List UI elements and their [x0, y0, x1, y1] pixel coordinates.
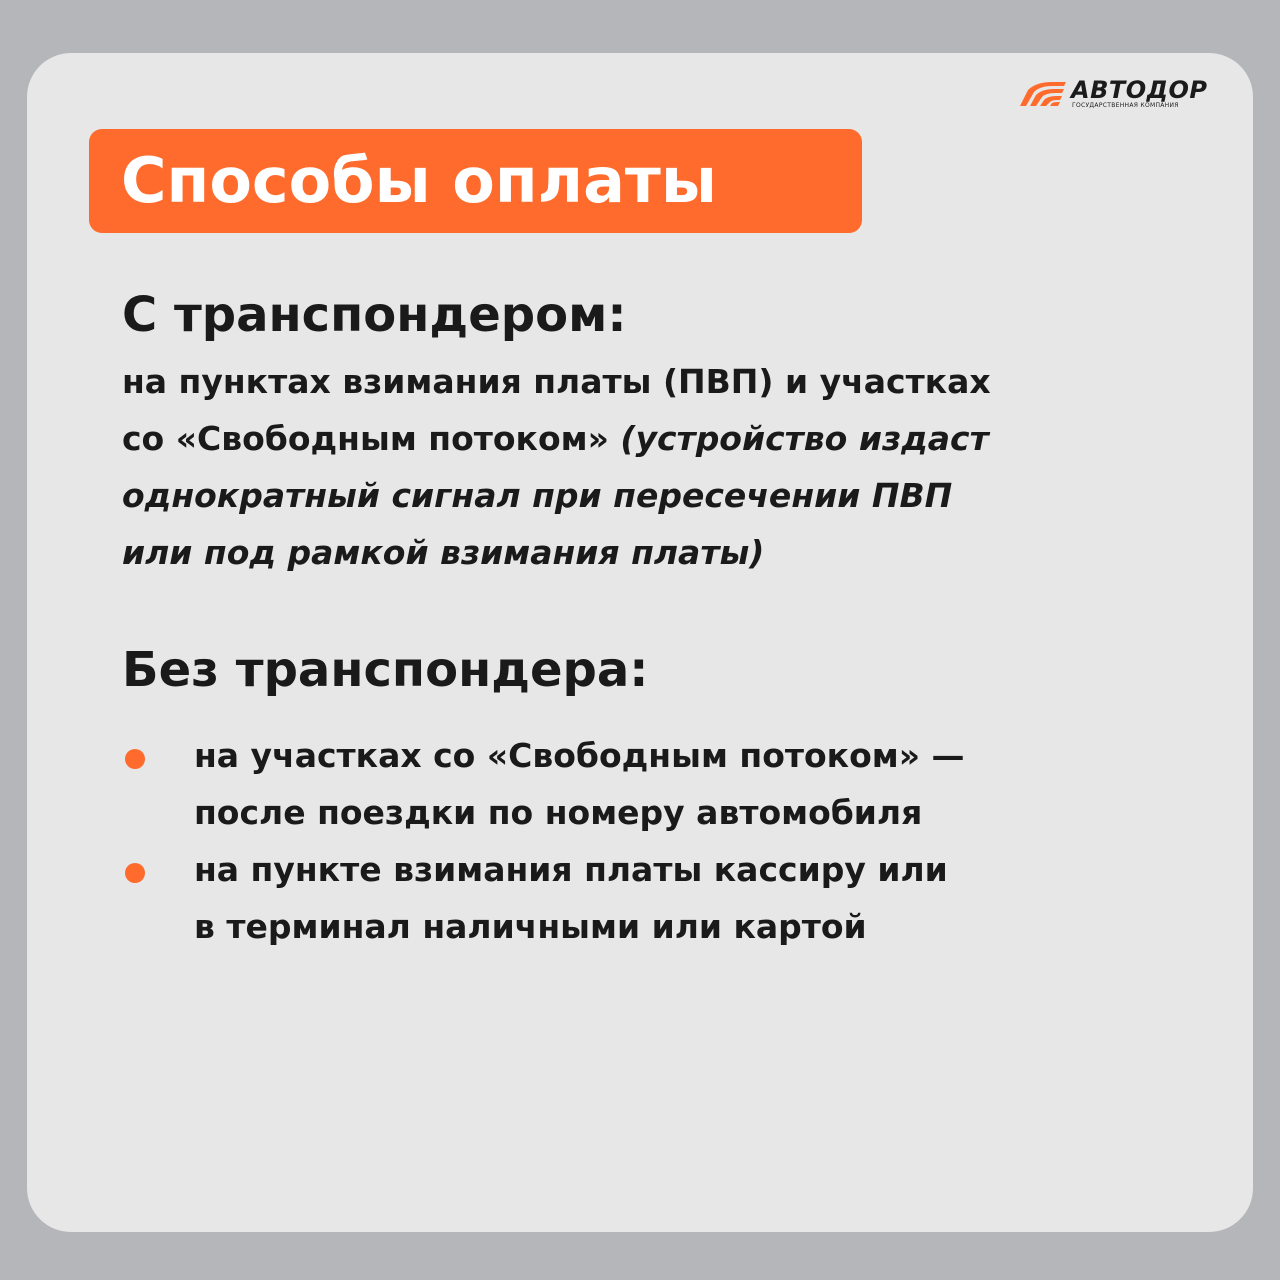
description-note: или под рамкой взимания платы)	[122, 533, 765, 572]
with-transponder-description	[122, 353, 1182, 581]
description-line	[122, 410, 1182, 467]
description-line	[122, 353, 1182, 410]
without-transponder-heading: Без транспондера:	[122, 642, 649, 698]
description-line	[122, 524, 1182, 581]
description-note: (устройство издаст	[620, 419, 989, 458]
company-logo	[1018, 78, 1218, 114]
list-item	[122, 727, 1182, 841]
bullet-dot-icon	[125, 749, 145, 769]
without-transponder-list	[122, 727, 1182, 955]
with-transponder-heading: С транспондером:	[122, 287, 627, 343]
page-title: Способы оплаты	[121, 144, 717, 217]
description-line	[122, 467, 1182, 524]
avtodor-road-logo-icon	[1018, 78, 1068, 111]
list-item-text: после поездки по номеру автомобиля	[194, 793, 923, 832]
list-item-text: на участках со «Свободным потоком» —	[194, 736, 965, 775]
description-text: на пунктах взимания платы (ПВП) и участках	[122, 362, 991, 401]
list-item	[122, 841, 1182, 955]
title-banner	[89, 129, 862, 233]
description-note: однократный сигнал при пересечении ПВП	[122, 476, 953, 515]
list-item-text: на пункте взимания платы кассиру или	[194, 850, 948, 889]
logo-wordmark: АВТОДОР	[1071, 76, 1208, 104]
logo-subtitle: ГОСУДАРСТВЕННАЯ КОМПАНИЯ	[1072, 102, 1179, 109]
list-item-text: в терминал наличными или картой	[194, 907, 867, 946]
description-text: со «Свободным потоком»	[122, 419, 621, 458]
bullet-dot-icon	[125, 863, 145, 883]
